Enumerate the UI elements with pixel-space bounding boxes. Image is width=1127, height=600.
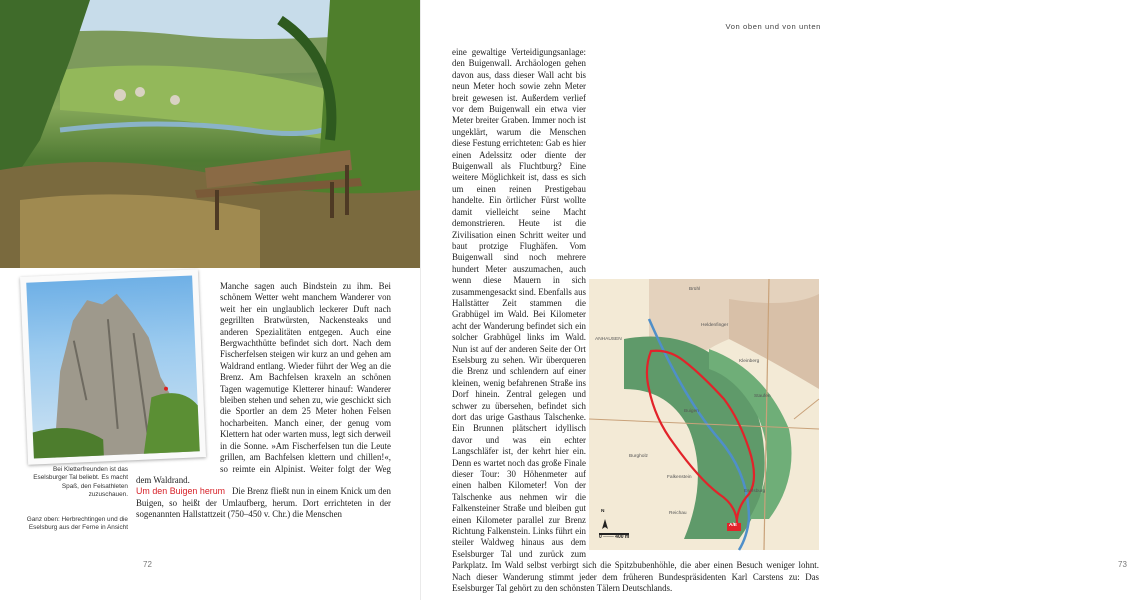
map-label: Reichau bbox=[669, 511, 687, 516]
valley-landscape-illustration bbox=[0, 0, 421, 268]
text-wrap-spacer bbox=[136, 281, 220, 466]
body-paragraph: Manche sagen auch Bindstein zu ihm. Bei schönem Wetter weht manchem Wanderer von weit her ein unglaublich leckerer Duft nach gegrillten Bratwürsten, Nackensteaks und anderen Spezialitäten entgegen. Auch eine Bergwachthütte befindet sich dort. Nach dem Fischerfelsen steigen wir kurz an und gehen am Waldrand entlang. Wieder führt der Weg an die Brenz. Am Bachfelsen kraxeln an schönen Tagen wagemutige Kletterer hinauf: Wanderer bleiben stehen und sehen zu, wie geschickt sich die Sportler an dem 25 Meter hohen Felsen hocharbeiten. Manch einer, der genug vom Klettern hat oder warten muss, legt sich derweil in die Sonne. »Am Fischerfelsen tun die Leute grillen, am Bachfelsen klettern und chillen!«, so reimte ein Alpinist. Weiter folgt der Weg dem Waldrand. bbox=[136, 281, 391, 485]
map-label: Brühl bbox=[689, 287, 701, 292]
page-number-right: 73 bbox=[1118, 560, 1127, 569]
body-paragraph-continued: Die Brenz fließt nun in einem Knick um den Buigen, so heißt der Umlaufberg, herum. Dort errichteten in der sogenannten Hallstattzeit (750–450 v. Chr.) die Menschen bbox=[136, 486, 391, 520]
subheading-buigen: Um den Buigen herum bbox=[136, 486, 226, 497]
map-label: Buigen bbox=[684, 409, 699, 414]
map-label: ANHAUSEN bbox=[595, 337, 622, 342]
map-label: Kleinberg bbox=[739, 359, 760, 364]
map-label: Eselsburg bbox=[744, 489, 766, 494]
running-head: Von oben und von unten bbox=[725, 22, 821, 31]
map-scale-bar: 0 ─── 400 m bbox=[599, 534, 630, 540]
map-label: Heldenfinger bbox=[701, 323, 729, 328]
body-paragraph: eine gewaltige Verteidigungsanlage: den Buigenwall. Archäologen gehen davon aus, dass dieser Wall acht bis neun Meter hoch sowie zehn Meter breit gewesen ist. Außerdem verlief vor dem Buigenwall ein etwa vier Meter breiter Graben. Immer noch ist ungeklärt, warum die Menschen diese Festung errichteten: Gab es hier einen Adelssitz oder diente der Buigenwall als Fluchtburg? Eine weitere Möglichkeit ist, dass es sich um einen reinen Prestigebau handelte. Ein örtlicher Fürst wollte damit vielleicht seine Macht demonstrieren. Heute ist die Zivilisation einen Schritt weiter und baut protzige Flughäfen. Vom Buigenwall sind noch mehrere hundert Meter auszumachen, auch wenn diese Mauern in sich zusammengesackt sind. Ebenfalls aus Hallstätter Zeit stammen die Grabhügel im Wald. Bei Kilometer acht der Wanderung befindet sich ein solcher Grabhügel links im Wald. Nun ist auf der anderen Seite der Ort Eselsburg zu sehen. Wir überqueren die Brenz und schlendern auf einer kleinen, wenig befahrenen Straße ins Dorf hinein. Zentral gelegen und schwer zu übersehen, befindet sich dort das urige Gasthaus Talschenke. Ein Brunnen plätschert idyllisch davor und was ein echter Langschläfer ist, der kehrt hier ein. Denn es wartet noch das große Finale dieser Tour: 30 Höhenmeter auf einen halben Kilometer! Von der Talschenke aus nehmen wir die Falkensteiner Straße und bleiben gut einen Kilometer parallel zur Brenz Richtung Falkenstein. Links führt ein steiler Waldweg hinaus aus dem Eselsburger Tal und zurück zum Parkplatz. Im Wald selbst verbirgt sich die Spitzbubenhöhle, die aber einen Besuch weniger lohnt. Nach dieser Wanderung stimmt jeder dem früheren Bundespräsidenten Karl Carstens zu: Das Eselsburger Tal gehört zu den schönsten Tälern Deutschlands. bbox=[452, 47, 819, 594]
page-number-left: 72 bbox=[143, 560, 152, 569]
map-label: Falkenstein bbox=[667, 475, 692, 480]
route-map bbox=[589, 279, 819, 550]
left-page bbox=[0, 0, 421, 600]
hero-photo-valley-bench bbox=[0, 0, 421, 268]
map-label: Staufen bbox=[754, 394, 771, 399]
map-north-label: N bbox=[601, 509, 605, 514]
map-start-end-marker: A/E bbox=[729, 523, 737, 528]
caption-hero-photo: Ganz oben: Herbrechtingen und die Eselsburg aus der Ferne in Ansicht bbox=[26, 516, 128, 532]
route-map-graphic bbox=[589, 279, 819, 550]
section-paragraph bbox=[136, 486, 391, 520]
map-label: Burgholz bbox=[629, 454, 648, 459]
caption-rock-photo: Bei Kletterfreunden ist das Eselsburger Tal beliebt. Es macht Spaß, den Felsathleten zuzuschauen. bbox=[33, 466, 128, 499]
left-text-column bbox=[136, 281, 391, 521]
